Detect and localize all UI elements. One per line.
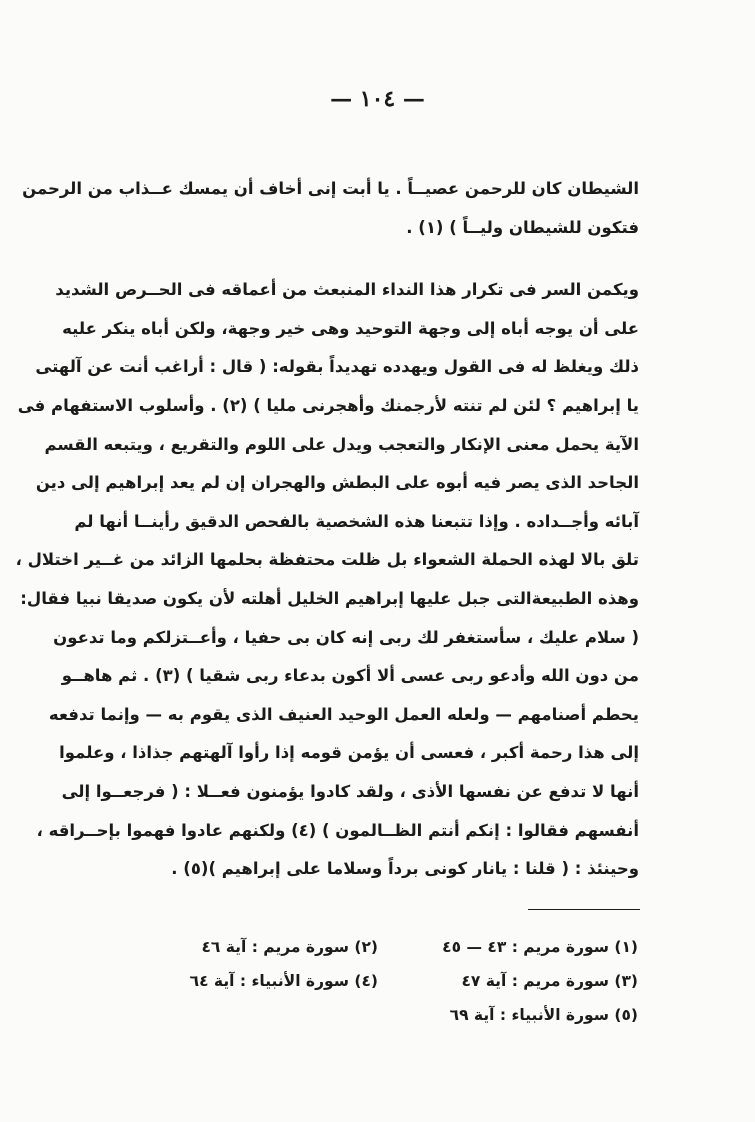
- text-line: أنفسهم فقالوا : إنكم أنتم الظــالمون ) (٤) ولكنهم عادوا فهموا بإحــراقه ،: [36, 820, 639, 840]
- footnotes: [118, 930, 638, 1032]
- text-line: إلى هذا رحمة أكبر ، فعسى أن يؤمن قومه إذا رأوا آلهتهم جذاذا ، وعلموا: [59, 743, 639, 763]
- text-line: ويكمن السر فى تكرار هذا النداء المنبعث من أعماقه فى الحــرص الشديد: [55, 280, 639, 300]
- footnote-1: (١) سورة مريم : ٤٣ — ٤٥: [442, 938, 638, 956]
- text-line: الجاحد الذى يصر فيه أبوه على البطش والهجران إن لم يعد إبراهيم إلى دين: [35, 473, 639, 493]
- footnote-row: [118, 964, 638, 998]
- text-line: فتكون للشيطان وليــاً ) (١) .: [406, 217, 639, 237]
- text-line: الآية يحمل معنى الإنكار والتعجب ويدل على اللوم والتقريع ، ويتبعه القسم: [44, 434, 639, 454]
- footnote-5: (٥) سورة الأنبياء : آية ٦٩: [449, 1006, 638, 1024]
- text-line: ذلك ويغلظ له فى القول ويهدده تهديداً بقوله: ( قال : أراغب أنت عن آلهتى: [35, 357, 639, 377]
- text-line: وهذه الطبيعةالتى جبل عليها إبراهيم الخليل أهلته لأن يكون صديقا نبيا فقال:: [20, 588, 639, 608]
- text-line: يا إبراهيم ؟ لئن لم تنته لأرجمنك وأهجرنى مليا ) (٢) . وأسلوب الاستفهام فى: [17, 395, 639, 415]
- text-line: وحينئذ : ( قلنا : يانار كونى برداً وسلاما على إبراهيم )(٥) .: [171, 859, 639, 879]
- text-line: آبائه وأجــداده . وإذا تتبعنا هذه الشخصية بالفحص الدقيق رأينــا أنها لم: [74, 511, 639, 531]
- text-line: على أن يوجه أباه إلى وجهة التوحيد وهى خير وجهة، ولكن أباه ينكر عليه: [62, 318, 639, 338]
- text-line: الشيطان كان للرحمن عصيــاً . يا أبت إنى أخاف أن يمسك عــذاب من الرحمن: [22, 179, 639, 198]
- paragraph-1: [22, 170, 639, 247]
- text-line: من دون الله وأدعو ربى عسى ألا أكون بدعاء ربى شقيا ) (٣) . ثم هاهــو: [61, 666, 639, 686]
- text-line: ( سلام عليك ، سأستغفر لك ربى إنه كان بى حفيا ، وأعــتزلكم وما تدعون: [53, 627, 639, 647]
- text-line: أنها لا تدفع عن نفسها الأذى ، ولقد كادوا يؤمنون فعــلا : ( فرجعــوا إلى: [61, 781, 639, 801]
- body-text: [15, 170, 639, 889]
- footnote-4: (٤) سورة الأنبياء : آية ٦٤: [189, 972, 378, 990]
- footnote-2: (٢) سورة مريم : آية ٤٦: [201, 938, 378, 956]
- text-line: يحطم أصنامهم — ولعله العمل الوحيد العنيف الذى يقوم به — وإنما تدفعه: [48, 704, 639, 724]
- footnote-row: [118, 998, 638, 1032]
- footnote-divider: [528, 909, 640, 910]
- page-number: — ١٠٤ —: [330, 86, 425, 112]
- footnote-3: (٣) سورة مريم : آية ٤٧: [461, 972, 638, 990]
- paragraph-2: [15, 271, 639, 889]
- text-line: تلق بالا لهذه الحملة الشعواء بل ظلت محتفظة بحلمها الزائد من غــير اختلال ،: [15, 550, 639, 570]
- footnote-row: [118, 930, 638, 964]
